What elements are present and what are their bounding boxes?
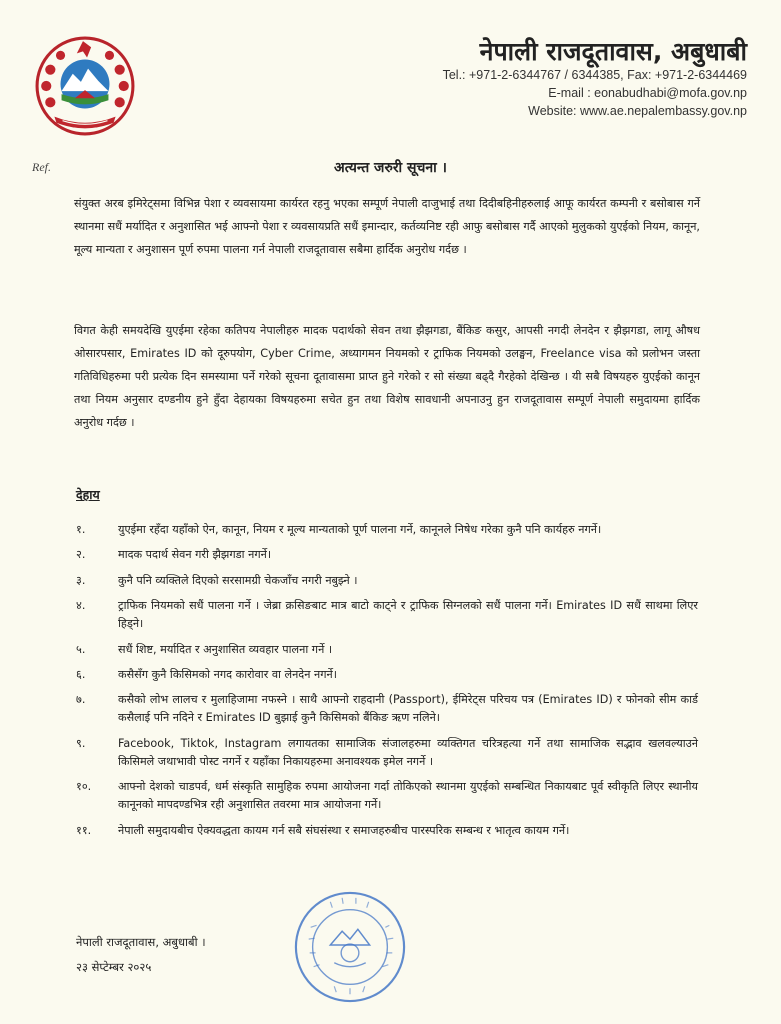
list-item: ५. सधैं शिष्ट, मर्यादित र अनुशासित व्यवहार पालना गर्ने । — [76, 642, 333, 656]
embassy-title: नेपाली राजदूतावास, अबुधाबी — [479, 37, 747, 66]
list-item: १०. आफ्नो देशको चाडपर्व, धर्म संस्कृति सामुहिक रुपमा आयोजना गर्दा तोकिएको स्थानमा युएईको सम्बन्धित निकायबाट पूर्व स्वीकृति लिएर स्थानीय कानूनको मापदण्डभित्र रही अनुशासित तवरमा मात्र आयोजना गर्ने। — [76, 780, 698, 812]
list-item: ९. Facebook, Tiktok, Instagram लगायतका सामाजिक संजालहरुमा व्यक्तिगत चरित्रहत्या गर्ने तथा सामाजिक सद्भाव खलवल्याउने किसिमले जथाभावी पोस्ट नगर्ने र यहाँका निकायहरुमा अनावश्यक इमेल नगर्ने । — [76, 736, 698, 768]
list-item: १. युएईमा रहँदा यहाँको ऐन, कानून, नियम र मूल्य मान्यताको पूर्ण पालना गर्ने, कानूनले निषेध गरेका कुनै पनि कार्यहरु नगर्ने। — [76, 523, 602, 536]
paragraph-intro: संयुक्त अरब इमिरेट्समा विभिन्न पेशा र व्यवसायमा कार्यरत रहनु भएका सम्पूर्ण नेपाली दाजुभाई तथा दिदीबहिनीहरुलाई आफू कार्यरत कम्पनी र बसोबास गर्ने स्थानमा सधैं मर्यादित र अनुशासित भई आफ्नो पेशा र व्यवसायप्रति सधैं इमान्दार, कर्तव्यनिष्ट रही आफु बसोबास गर्दै आएको मुलुकको युएईको नियम, कानून, मूल्य मान्यता र अनुशासन पूर्ण रुपमा पालना गर्न नेपाली राजदूतावास सबैमा हार्दिक अनुरोध गर्दछ । — [74, 197, 700, 256]
instruction-list — [76, 521, 698, 847]
notice-title: अत्यन्त जरुरी सूचना । — [334, 160, 447, 176]
list-item: ७. कसैको लोभ लालच र मुलाहिजामा नफस्ने । साथै आफ्नो राहदानी (Passport), ईमिरेट्स परिचय पत्र (Emirates ID) र फोनको सीम कार्ड कसैलाई पनि नदिने र Emirates ID बुझाई कुनै किसिमको बैंकिङ ऋण नलिने। — [76, 693, 698, 725]
contact-email: E-mail : eonabudhabi@mofa.gov.np — [548, 86, 747, 100]
signature-org: नेपाली राजदूतावास, अबुधाबी । — [76, 935, 206, 949]
list-item: ३. कुनै पनि व्यक्तिले दिएको सरसामग्री चेकजाँच नगरी नबुझ्ने । — [76, 573, 358, 587]
list-item: ११. नेपाली समुदायबीच ऐक्यवद्धता कायम गर्न सबै संघसंस्था र समाजहरुबीच पारस्परिक सम्बन्ध र भातृत्व कायम गर्ने। — [76, 823, 570, 837]
list-heading: देहाय — [76, 487, 100, 502]
official-stamp-icon — [291, 888, 409, 1006]
nepal-emblem-logo — [34, 34, 136, 138]
contact-tel-fax: Tel.: +971-2-6344767 / 6344385, Fax: +971-2-6344469 — [442, 68, 747, 82]
list-item: २. मादक पदार्थ सेवन गरी झैझगडा नगर्ने। — [76, 548, 272, 562]
list-item: ६. कसैसँग कुनै किसिमको नगद कारोवार वा लेनदेन नगर्ने। — [76, 667, 337, 681]
notice-date: २३ सेप्टेम्बर २०२५ — [76, 960, 152, 974]
list-item: ४. ट्राफिक नियमको सधैं पालना गर्ने । जेब्रा क्रसिङबाट मात्र बाटो काट्ने र ट्राफिक सिग्नलको सधैं पालना गर्ने। Emirates ID सधैं साथमा लिएर हिड्ने। — [76, 599, 698, 631]
ref-label: Ref. — [32, 160, 51, 174]
contact-website: Website: www.ae.nepalembassy.gov.np — [528, 104, 747, 118]
paragraph-warning: विगत केही समयदेखि युएईमा रहेका कतिपय नेपालीहरु मादक पदार्थको सेवन तथा झैझगडा, बैंकिङ कसुर, आपसी नगदी लेनदेन र झैझगडा, लागू औषध ओसारपसार, Emirates ID को दूरुपयोग, Cyber Crime, अध्यागमन नियमको र ट्राफिक नियमको उलङ्घन, Freelance visa को प्रलोभन जस्ता गतिविधिहरुमा परी प्रत्येक दिन समस्यामा पर्ने गरेको सूचना दूतावासमा प्राप्त हुने गरेको र सो संख्या बढ्दै गैरहेको देखिन्छ । यी सबै विषयहरु युएईको कानून तथा नियम अनुसार दण्डनीय हुने हुँदा देहायका विषयहरुमा सचेत हुन तथा विशेष सावधानी अपनाउनु हुन राजदूतावास सम्पूर्ण नेपाली समुदायमा हार्दिक अनुरोध गर्दछ । — [74, 324, 700, 429]
